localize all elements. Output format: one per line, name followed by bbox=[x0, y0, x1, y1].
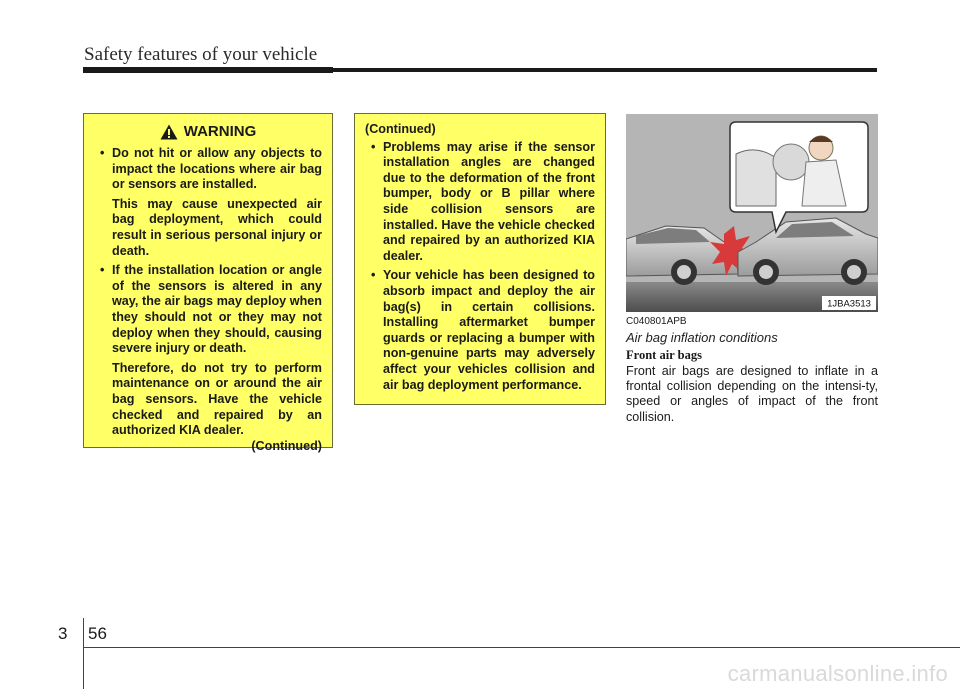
section-body: Front air bags are designed to inflate in a frontal collision depending on the intensi-ty, speed or angles of impact of the front collision. bbox=[626, 364, 878, 424]
footer-divider-vertical bbox=[83, 618, 84, 689]
collision-drawing bbox=[626, 114, 878, 312]
continued-marker: (Continued) bbox=[251, 438, 322, 453]
subsection-title: Front air bags bbox=[626, 348, 702, 362]
section-title: Air bag inflation conditions bbox=[626, 330, 778, 345]
warning-list bbox=[94, 146, 322, 439]
continued-bullet: • Problems may arise if the sensor installation angles are changed due to the deformation of the front bumper, body or B pillar where side collision sensors are installed. Have the vehicle checked and repaired by an authorized KIA dealer. bbox=[365, 140, 595, 265]
warning-bullet-followup: Therefore, do not try to perform maintenance on or around the air bag sensors. Have the vehicle checked and repaired by an authorized KIA dealer. bbox=[112, 360, 322, 438]
collision-illustration bbox=[626, 114, 878, 312]
warning-bullet bbox=[94, 146, 322, 259]
page-number: 56 bbox=[88, 624, 107, 643]
section-code: C040801APB bbox=[626, 316, 687, 327]
warning-box bbox=[83, 113, 333, 453]
watermark: carmanualsonline.info bbox=[727, 661, 948, 686]
continued-list bbox=[365, 140, 595, 394]
chapter-number: 3 bbox=[58, 624, 68, 643]
illustration-label: 1JBA3513 bbox=[827, 298, 871, 310]
warning-bullet bbox=[94, 263, 322, 439]
warning-triangle-icon bbox=[160, 124, 178, 140]
warning-bullet-text: Do not hit or allow any objects to impact the locations where air bag or sensors are installed. bbox=[112, 146, 322, 192]
warning-heading bbox=[94, 124, 322, 140]
continued-warning-box bbox=[354, 113, 606, 405]
warning-heading-text: WARNING bbox=[183, 123, 257, 141]
warning-bullet-text: If the installation location or angle of the sensors is altered in any way, the air bags may deploy when they should not or they may not deploy when they should, causing severe injury or death. bbox=[112, 263, 322, 356]
footer-divider bbox=[83, 647, 960, 648]
page-header-title: Safety features of your vehicle bbox=[84, 44, 318, 65]
continued-bullet: • Your vehicle has been designed to absorb impact and deploy the air bag(s) in certain collisions. Installing aftermarket bumper guards or replacing a bumper with non-genuine parts may adversely affect your vehicles collision and air bag deployment performance. bbox=[365, 268, 595, 393]
header-rule bbox=[83, 68, 877, 72]
warning-bullet-followup: This may cause unexpected air bag deployment, which could result in serious personal injury or death. bbox=[112, 196, 322, 258]
continued-heading: (Continued) bbox=[365, 122, 436, 136]
